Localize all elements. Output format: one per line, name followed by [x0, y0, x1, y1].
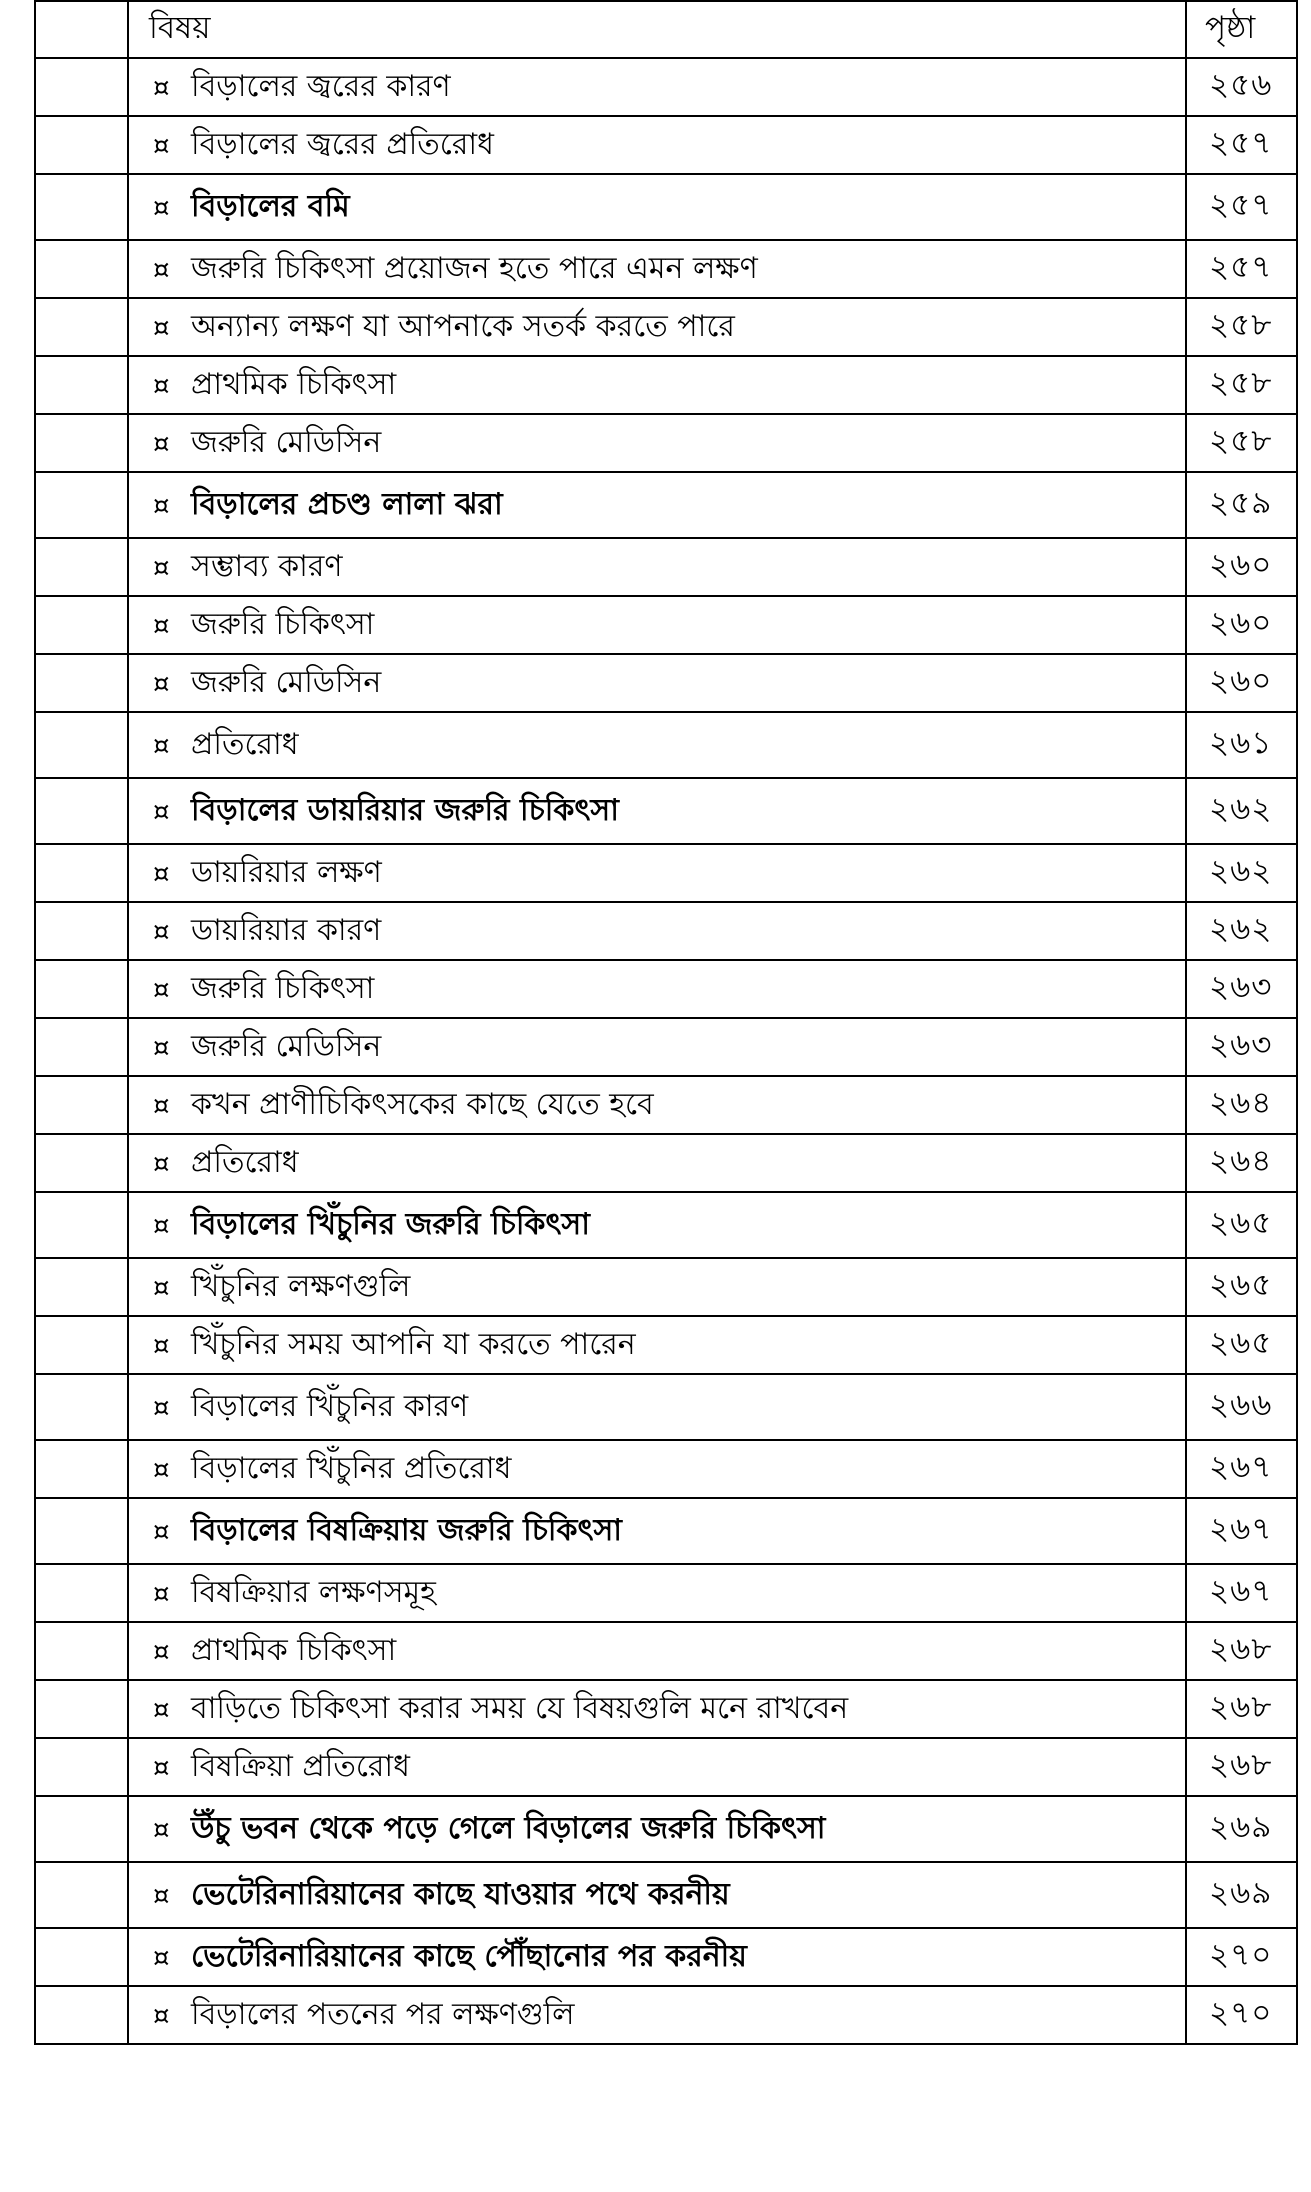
bullet-icon: ¤	[153, 428, 170, 459]
page-number: ২৭০	[1186, 1928, 1297, 1986]
toc-row	[35, 1076, 1297, 1134]
toc-row	[35, 1018, 1297, 1076]
toc-row	[35, 1498, 1297, 1564]
bullet-icon: ¤	[153, 1032, 170, 1063]
bullet-icon: ¤	[153, 1942, 170, 1973]
blank-cell	[35, 778, 128, 844]
blank-cell	[35, 1622, 128, 1680]
topic-text: বিড়ালের প্রচণ্ড লালা ঝরা	[191, 486, 503, 522]
page-number: ২৬৯	[1186, 1796, 1297, 1862]
toc-row	[35, 1928, 1297, 1986]
topic-text: ডায়রিয়ার কারণ	[191, 912, 382, 948]
bullet-icon: ¤	[153, 72, 170, 103]
toc-row	[35, 1680, 1297, 1738]
blank-cell	[35, 1258, 128, 1316]
topic-text: বাড়িতে চিকিৎসা করার সময় যে বিষয়গুলি মনে রাখবেন	[191, 1690, 849, 1726]
page-number: ২৬৪	[1186, 1076, 1297, 1134]
topic-text: বিড়ালের বমি	[191, 188, 350, 224]
bullet-icon: ¤	[153, 796, 170, 827]
topic-cell	[128, 174, 1186, 240]
topic-text: বিড়ালের খিঁচুনির জরুরি চিকিৎসা	[191, 1206, 590, 1242]
page-number: ২৬৯	[1186, 1862, 1297, 1928]
blank-cell	[35, 1018, 128, 1076]
page-number: ২৫৭	[1186, 240, 1297, 298]
topic-cell	[128, 654, 1186, 712]
topic-cell	[128, 1374, 1186, 1440]
bullet-icon: ¤	[153, 490, 170, 521]
topic-cell	[128, 1986, 1186, 2044]
page-number: ২৬৮	[1186, 1680, 1297, 1738]
topic-cell	[128, 116, 1186, 174]
blank-cell	[35, 1796, 128, 1862]
toc-row	[35, 1374, 1297, 1440]
toc-row	[35, 844, 1297, 902]
page-number: ২৬৬	[1186, 1374, 1297, 1440]
page-number: ২৬৩	[1186, 1018, 1297, 1076]
blank-cell	[35, 596, 128, 654]
toc-row	[35, 1564, 1297, 1622]
toc-body	[35, 58, 1297, 2044]
toc-row	[35, 174, 1297, 240]
bullet-icon: ¤	[153, 370, 170, 401]
toc-row	[35, 960, 1297, 1018]
bullet-icon: ¤	[153, 1330, 170, 1361]
bullet-icon: ¤	[153, 610, 170, 641]
toc-row	[35, 1986, 1297, 2044]
toc-row	[35, 1316, 1297, 1374]
page-number: ২৫৭	[1186, 116, 1297, 174]
page-number: ২৫৯	[1186, 472, 1297, 538]
bullet-icon: ¤	[153, 858, 170, 889]
blank-cell	[35, 1440, 128, 1498]
toc-row	[35, 1738, 1297, 1796]
bullet-icon: ¤	[153, 254, 170, 285]
bullet-icon: ¤	[153, 1880, 170, 1911]
toc-row	[35, 240, 1297, 298]
page-number: ২৬৫	[1186, 1192, 1297, 1258]
page-number: ২৭০	[1186, 1986, 1297, 2044]
blank-cell	[35, 116, 128, 174]
blank-cell	[35, 174, 128, 240]
toc-row	[35, 298, 1297, 356]
bullet-icon: ¤	[153, 1752, 170, 1783]
blank-cell	[35, 844, 128, 902]
bullet-icon: ¤	[153, 1694, 170, 1725]
toc-row	[35, 414, 1297, 472]
blank-cell	[35, 240, 128, 298]
blank-cell	[35, 1076, 128, 1134]
bullet-icon: ¤	[153, 1090, 170, 1121]
topic-cell	[128, 1928, 1186, 1986]
bullet-icon: ¤	[153, 1272, 170, 1303]
blank-cell	[35, 1986, 128, 2044]
topic-text: বিড়ালের জ্বরের কারণ	[191, 68, 451, 104]
topic-cell	[128, 1134, 1186, 1192]
topic-text: বিষক্রিয়ার লক্ষণসমূহ	[191, 1574, 436, 1610]
blank-cell	[35, 1192, 128, 1258]
blank-cell	[35, 1928, 128, 1986]
page-number: ২৬১	[1186, 712, 1297, 778]
page-number: ২৬৮	[1186, 1738, 1297, 1796]
page-number: ২৫৮	[1186, 356, 1297, 414]
toc-row	[35, 778, 1297, 844]
page-number: ২৬৩	[1186, 960, 1297, 1018]
page-number: ২৬৫	[1186, 1316, 1297, 1374]
bullet-icon: ¤	[153, 1148, 170, 1179]
blank-cell	[35, 414, 128, 472]
bullet-icon: ¤	[153, 2000, 170, 2031]
toc-row	[35, 1796, 1297, 1862]
blank-cell	[35, 1374, 128, 1440]
topic-cell	[128, 1018, 1186, 1076]
topic-cell	[128, 1258, 1186, 1316]
topic-cell	[128, 778, 1186, 844]
page-number: ২৫৮	[1186, 298, 1297, 356]
topic-text: জরুরি মেডিসিন	[191, 664, 382, 700]
bullet-icon: ¤	[153, 974, 170, 1005]
page-number: ২৫৮	[1186, 414, 1297, 472]
toc-row	[35, 472, 1297, 538]
toc-row	[35, 1258, 1297, 1316]
topic-text: বিড়ালের বিষক্রিয়ায় জরুরি চিকিৎসা	[191, 1512, 623, 1548]
topic-text: জরুরি মেডিসিন	[191, 1028, 382, 1064]
page-number: ২৬৮	[1186, 1622, 1297, 1680]
bullet-icon: ¤	[153, 916, 170, 947]
blank-cell	[35, 1862, 128, 1928]
topic-text: উঁচু ভবন থেকে পড়ে গেলে বিড়ালের জরুরি চিকিৎসা	[191, 1810, 826, 1846]
toc-row	[35, 538, 1297, 596]
topic-cell	[128, 1076, 1186, 1134]
topic-cell	[128, 1316, 1186, 1374]
topic-cell	[128, 1192, 1186, 1258]
topic-cell	[128, 298, 1186, 356]
toc-row	[35, 1622, 1297, 1680]
bullet-icon: ¤	[153, 130, 170, 161]
page-number: ২৬২	[1186, 902, 1297, 960]
page-number: ২৫৭	[1186, 174, 1297, 240]
topic-text: বিড়ালের পতনের পর লক্ষণগুলি	[191, 1996, 575, 2032]
page-number: ২৬৭	[1186, 1498, 1297, 1564]
topic-text: জরুরি চিকিৎসা	[191, 970, 375, 1006]
bullet-icon: ¤	[153, 312, 170, 343]
page-number: ২৬২	[1186, 778, 1297, 844]
page-number: ২৬৪	[1186, 1134, 1297, 1192]
page-number: ২৬২	[1186, 844, 1297, 902]
topic-cell	[128, 414, 1186, 472]
blank-header-cell	[35, 1, 128, 58]
blank-cell	[35, 298, 128, 356]
blank-cell	[35, 1316, 128, 1374]
bullet-icon: ¤	[153, 552, 170, 583]
topic-cell	[128, 596, 1186, 654]
blank-cell	[35, 654, 128, 712]
topic-text: জরুরি মেডিসিন	[191, 424, 382, 460]
blank-cell	[35, 712, 128, 778]
bullet-icon: ¤	[153, 1636, 170, 1667]
blank-cell	[35, 356, 128, 414]
topic-text: কখন প্রাণীচিকিৎসকের কাছে যেতে হবে	[191, 1086, 654, 1122]
topic-text: প্রতিরোধ	[191, 1144, 299, 1180]
toc-row	[35, 1440, 1297, 1498]
topic-cell	[128, 58, 1186, 116]
topic-text: বিড়ালের ডায়রিয়ার জরুরি চিকিৎসা	[191, 792, 619, 828]
page-header: পৃষ্ঠা	[1186, 1, 1297, 58]
topic-cell	[128, 712, 1186, 778]
blank-cell	[35, 58, 128, 116]
topic-text: ডায়রিয়ার লক্ষণ	[191, 854, 382, 890]
blank-cell	[35, 1564, 128, 1622]
toc-table	[34, 0, 1298, 2045]
topic-text: বিড়ালের খিঁচুনির কারণ	[191, 1388, 469, 1424]
page-number: ২৬৭	[1186, 1564, 1297, 1622]
blank-cell	[35, 960, 128, 1018]
bullet-icon: ¤	[153, 668, 170, 699]
blank-cell	[35, 538, 128, 596]
topic-text: সম্ভাব্য কারণ	[191, 548, 343, 584]
topic-text: বিড়ালের খিঁচুনির প্রতিরোধ	[191, 1450, 512, 1486]
toc-row	[35, 1862, 1297, 1928]
page-number: ২৬০	[1186, 538, 1297, 596]
topic-text: প্রাথমিক চিকিৎসা	[191, 366, 397, 402]
bullet-icon: ¤	[153, 1210, 170, 1241]
page-number: ২৬০	[1186, 654, 1297, 712]
topic-text: খিঁচুনির সময় আপনি যা করতে পারেন	[191, 1326, 636, 1362]
topic-cell	[128, 356, 1186, 414]
topic-text: জরুরি চিকিৎসা	[191, 606, 375, 642]
toc-row	[35, 1192, 1297, 1258]
topic-text: ভেটেরিনারিয়ানের কাছে পৌঁছানোর পর করনীয়	[191, 1938, 747, 1974]
topic-cell	[128, 1796, 1186, 1862]
bullet-icon: ¤	[153, 1392, 170, 1423]
topic-cell	[128, 1862, 1186, 1928]
topic-text: অন্যান্য লক্ষণ যা আপনাকে সতর্ক করতে পারে	[191, 308, 735, 344]
toc-header-row	[35, 1, 1297, 58]
topic-text: বিষক্রিয়া প্রতিরোধ	[191, 1748, 410, 1784]
topic-cell	[128, 472, 1186, 538]
topic-cell	[128, 960, 1186, 1018]
topic-text: প্রাথমিক চিকিৎসা	[191, 1632, 397, 1668]
bullet-icon: ¤	[153, 1454, 170, 1485]
blank-cell	[35, 472, 128, 538]
topic-cell	[128, 1564, 1186, 1622]
blank-cell	[35, 1738, 128, 1796]
blank-cell	[35, 902, 128, 960]
topic-cell	[128, 1680, 1186, 1738]
bullet-icon: ¤	[153, 1578, 170, 1609]
topic-cell	[128, 844, 1186, 902]
topic-cell	[128, 538, 1186, 596]
page-number: ২৬৭	[1186, 1440, 1297, 1498]
toc-row	[35, 356, 1297, 414]
topic-text: বিড়ালের জ্বরের প্রতিরোধ	[191, 126, 494, 162]
toc-row	[35, 596, 1297, 654]
toc-row	[35, 654, 1297, 712]
topic-header: বিষয়	[128, 1, 1186, 58]
topic-cell	[128, 1738, 1186, 1796]
toc-row	[35, 902, 1297, 960]
toc-row	[35, 712, 1297, 778]
topic-text: জরুরি চিকিৎসা প্রয়োজন হতে পারে এমন লক্ষণ	[191, 250, 758, 286]
topic-cell	[128, 902, 1186, 960]
topic-cell	[128, 1440, 1186, 1498]
toc-row	[35, 1134, 1297, 1192]
topic-cell	[128, 1622, 1186, 1680]
page-number: ২৬০	[1186, 596, 1297, 654]
bullet-icon: ¤	[153, 192, 170, 223]
bullet-icon: ¤	[153, 1814, 170, 1845]
bullet-icon: ¤	[153, 1516, 170, 1547]
blank-cell	[35, 1498, 128, 1564]
bullet-icon: ¤	[153, 730, 170, 761]
toc-row	[35, 116, 1297, 174]
topic-text: ভেটেরিনারিয়ানের কাছে যাওয়ার পথে করনীয়	[191, 1876, 730, 1912]
topic-text: খিঁচুনির লক্ষণগুলি	[191, 1268, 411, 1304]
topic-text: প্রতিরোধ	[191, 726, 299, 762]
blank-cell	[35, 1680, 128, 1738]
topic-cell	[128, 240, 1186, 298]
topic-cell	[128, 1498, 1186, 1564]
page-number: ২৬৫	[1186, 1258, 1297, 1316]
page-number: ২৫৬	[1186, 58, 1297, 116]
toc-row	[35, 58, 1297, 116]
blank-cell	[35, 1134, 128, 1192]
